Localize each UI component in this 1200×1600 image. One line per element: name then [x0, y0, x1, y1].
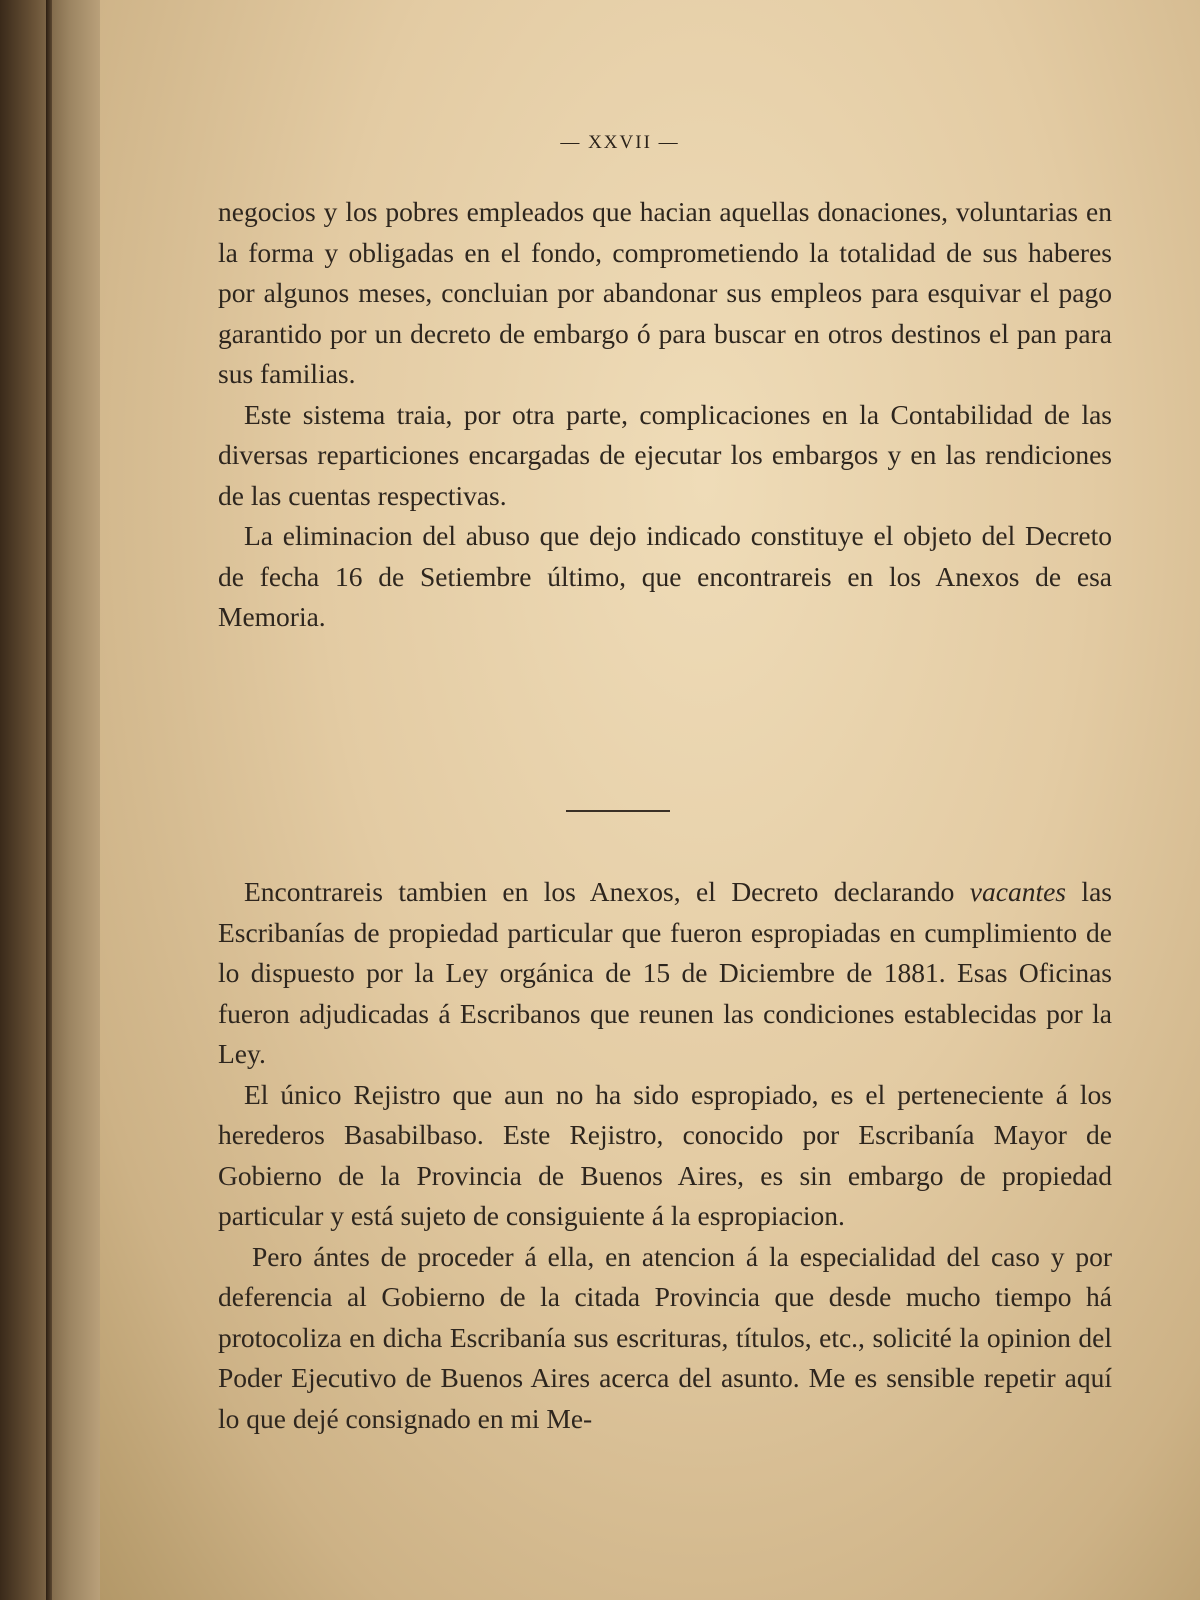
book-binding-edge	[0, 0, 100, 1600]
paragraph-text: las Escribanías de propiedad particular que fueron espropiadas en cumplimiento de lo dispuesto por la Ley orgánica de 15 de Diciembre de 1881. Esas Oficinas fueron adjudicadas á Escribanos que reunen las condiciones establecidas por la Ley.	[218, 876, 1112, 1069]
page-number: — XXVII —	[560, 132, 680, 153]
section-divider	[566, 810, 670, 812]
italic-term: vacantes	[969, 876, 1067, 907]
paragraph: Este sistema traia, por otra parte, complicaciones en la Contabilidad de las diversas reparticiones encargadas de ejecutar los embargos y en las rendiciones de las cuentas respectivas.	[218, 398, 1112, 511]
book-page	[100, 0, 1200, 1600]
book-gutter	[46, 0, 52, 1600]
text-section-1	[218, 192, 1112, 638]
paragraph-text: Encontrareis tambien en los Anexos, el Decreto declarando	[244, 876, 970, 907]
paragraph	[218, 872, 1112, 1075]
paragraph: Pero ántes de proceder á ella, en atencion á la especialidad del caso y por deferencia al Gobierno de la citada Provincia que desde mucho tiempo há protocoliza en dicha Escribanía sus escrituras, títulos, etc., solicité la opinion del Poder Ejecutivo de Buenos Aires acerca del asunto. Me es sensible repetir aquí lo que dejé consignado en mi Me-	[218, 1240, 1112, 1434]
text-section-2	[218, 872, 1112, 1439]
paragraph: La eliminacion del abuso que dejo indicado constituye el objeto del Decreto de fecha 16 de Setiembre último, que encontrareis en los Anexos de esa Memoria.	[218, 520, 1112, 632]
paragraph-continuation: negocios y los pobres empleados que hacian aquellas donaciones, voluntarias en la forma y obligadas en el fondo, comprometiendo la totalidad de sus haberes por algunos meses, concluian por abandonar sus empleos para esquivar el pago garantido por un decreto de embargo ó para buscar en otros destinos el pan para sus familias.	[218, 196, 1112, 389]
paragraph: El único Rejistro que aun no ha sido espropiado, es el perteneciente á los herederos Basabilbaso. Este Rejistro, conocido por Escribanía Mayor de Gobierno de la Provincia de Buenos Aires, es sin embargo de propiedad particular y está sujeto de consiguiente á la espropiacion.	[218, 1078, 1112, 1231]
